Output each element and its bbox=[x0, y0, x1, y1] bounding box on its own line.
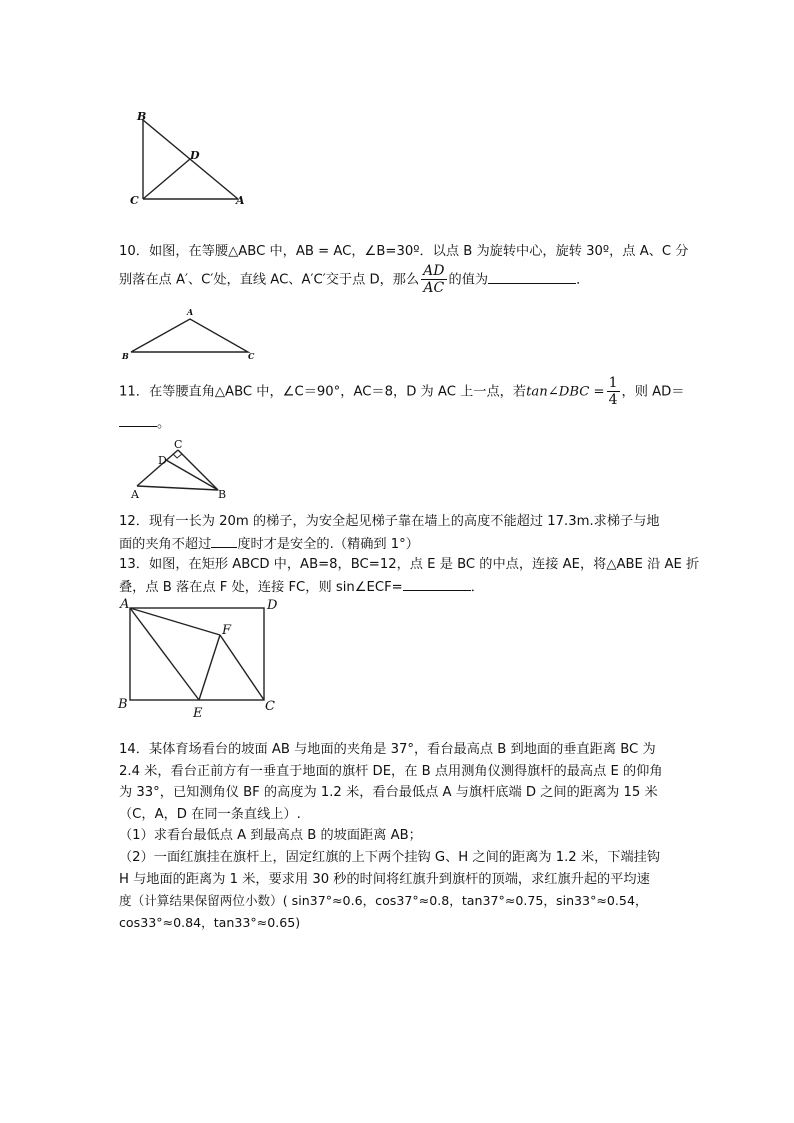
q10-fraction-numerator: AD bbox=[423, 263, 445, 279]
q10-line-2 bbox=[119, 263, 679, 296]
q10-answer-blank[interactable] bbox=[488, 269, 576, 284]
q11-text-2: 。 bbox=[157, 416, 171, 431]
figure-q13-rectangle bbox=[116, 596, 286, 720]
q11-fraction bbox=[607, 375, 620, 408]
q14-line-2: 2.4 米，看台正前方有一垂直于地面的旗杆 DE，在 B 点用测角仪测得旗杆的最高点 E 的仰角 bbox=[119, 763, 663, 779]
q12-answer-blank[interactable] bbox=[211, 533, 237, 548]
label-b: B bbox=[122, 351, 129, 361]
q10-text-2b: 的值为 bbox=[448, 272, 489, 288]
q13-text-2b: ． bbox=[470, 580, 484, 595]
q11-fraction-denominator: 4 bbox=[608, 392, 618, 408]
label-d: D bbox=[190, 149, 200, 162]
segment-fc bbox=[220, 635, 264, 700]
q12-line-1: 12．现有一长为 20m 的梯子，为安全起见梯子靠在墙上的高度不能超过 17.3m.求梯子与地 bbox=[119, 514, 660, 529]
q12-text-2a: 面的夹角不超过 bbox=[119, 537, 212, 552]
segment-ab bbox=[137, 486, 218, 490]
triangle-q10 bbox=[131, 319, 248, 352]
label-a: A bbox=[131, 488, 139, 501]
label-b: B bbox=[118, 697, 128, 712]
label-e: E bbox=[193, 706, 203, 720]
label-d: D bbox=[158, 454, 167, 467]
segment-af bbox=[130, 608, 220, 635]
segment-fe bbox=[199, 635, 220, 700]
q13-line-1: 13．如图，在矩形 ABCD 中，AB=8，BC=12，点 E 是 BC 的中点，连接 AE，将△ABE 沿 AE 折 bbox=[119, 557, 700, 572]
q11-line-1 bbox=[119, 375, 685, 408]
segment-ae bbox=[130, 608, 199, 700]
label-b: B bbox=[137, 110, 147, 123]
q14-part-1: （1）求看台最低点 A 到最高点 B 的坡面距离 AB； bbox=[119, 828, 422, 844]
segment-cd bbox=[143, 159, 190, 199]
label-f: F bbox=[222, 623, 232, 638]
q13-answer-blank[interactable] bbox=[403, 576, 471, 591]
question-12 bbox=[119, 511, 679, 556]
question-11 bbox=[119, 375, 685, 435]
q14-line-1: 14．某体育场看台的坡面 AB 与地面的夹角是 37°，看台最高点 B 到地面的垂直距离 BC 为 bbox=[119, 742, 656, 757]
label-a: A bbox=[236, 194, 245, 207]
q14-line-3: 为 33°，已知测角仪 BF 的高度为 1.2 米，看台最低点 A 与旗杆底端 D 之间的距离为 15 米 bbox=[119, 785, 658, 801]
question-10 bbox=[119, 241, 689, 296]
question-13 bbox=[119, 554, 700, 599]
label-d: D bbox=[267, 598, 278, 613]
q13-text-2a: 叠，点 B 落在点 F 处，连接 FC，则 sin∠ECF= bbox=[119, 580, 403, 595]
label-c: C bbox=[174, 438, 183, 451]
q14-part-2-line-2: H 与地面的距离为 1 米，要求用 30 秒的时间将红旗升到旗杆的顶端，求红旗升起的平均速 bbox=[119, 871, 650, 887]
q12-text-2b: 度时才是安全的.（精确到 1°） bbox=[237, 537, 419, 552]
question-14 bbox=[119, 739, 679, 933]
q11-answer-blank[interactable] bbox=[119, 412, 157, 427]
q11-tan-expression: tan∠DBC = bbox=[526, 384, 605, 400]
label-c: C bbox=[130, 194, 139, 207]
label-b: B bbox=[218, 488, 227, 501]
q10-fraction bbox=[421, 263, 446, 296]
q11-text-1b: ，则 AD＝ bbox=[621, 384, 685, 400]
rectangle-abcd bbox=[130, 608, 264, 700]
label-c: C bbox=[265, 699, 275, 714]
label-a: A bbox=[187, 307, 194, 317]
q10-fraction-denominator: AC bbox=[423, 280, 445, 296]
q12-line-2 bbox=[119, 533, 679, 556]
q14-part-2-line-1: （2）一面红旗挂在旗杆上，固定红旗的上下两个挂钩 G、H 之间的距离为 1.2 米，下端挂钩 bbox=[119, 849, 661, 865]
figure-top-triangle bbox=[128, 108, 258, 208]
q10-line-1: 10．如图，在等腰△ABC 中，AB = AC，∠B=30º．以点 B 为旋转中心，旋转 30º，点 A、C 分 bbox=[119, 244, 689, 259]
q10-text-2c: ． bbox=[576, 272, 590, 288]
q14-line-4: （C，A，D 在同一条直线上）. bbox=[119, 806, 301, 822]
figure-q10-triangle bbox=[118, 304, 268, 364]
q10-text-2a: 别落在点 A′、C′处，直线 AC、A′C′交于点 D，那么 bbox=[119, 272, 420, 288]
q14-part-2-line-4: cos33°≈0.84，tan33°≈0.65) bbox=[119, 914, 301, 930]
q11-fraction-numerator: 1 bbox=[608, 375, 618, 391]
q11-text-1a: 11．在等腰直角△ABC 中，∠C＝90°，AC＝8，D 为 AC 上一点，若 bbox=[119, 384, 527, 400]
figure-q11-triangle bbox=[128, 438, 238, 502]
label-a: A bbox=[120, 597, 130, 612]
q11-line-2 bbox=[119, 412, 679, 435]
right-angle-mark bbox=[173, 454, 182, 458]
q14-part-2-line-3: 度（计算结果保留两位小数）( sin37°≈0.6，cos37°≈0.8，tan37°≈0.75，sin33°≈0.54， bbox=[119, 893, 648, 909]
label-c: C bbox=[248, 351, 255, 361]
